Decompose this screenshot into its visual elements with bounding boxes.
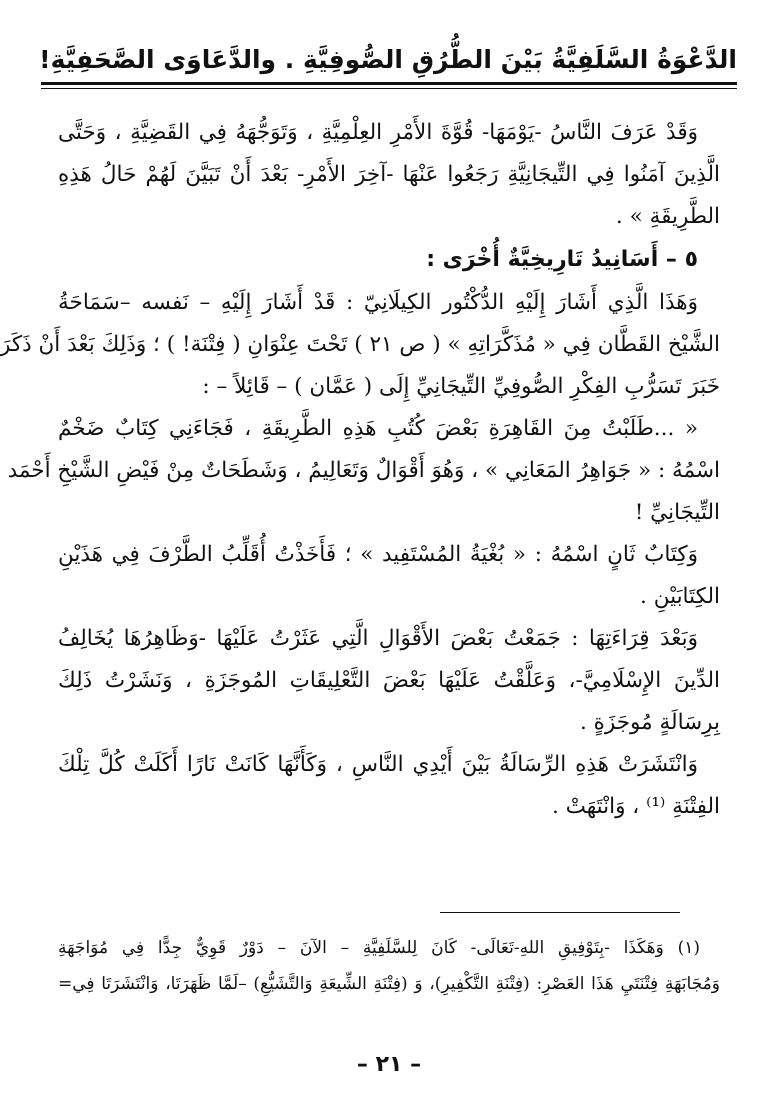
header-rule-thick (41, 82, 737, 85)
section-heading: ٥ – أَسَانِيدُ تَارِيخِيَّةٌ أُخْرَى : (426, 247, 698, 272)
quote-line: وَبَعْدَ قِرَاءَتِهَا : جَمَعْتُ بَعْضَ الأَقْوَالِ الَّتِي عَثَرْتُ عَلَيْهَا -وَظَاهِرُهَا يُخَالِفُ (58, 626, 698, 651)
body-line: الَّذِينَ آمَنُوا فِي التِّيجَانِيَّةِ رَجَعُوا عَنْهَا -آخِرَ الأَمْرِ- بَعْدَ أَنْ تَبَيَّنَ لَهُمْ حَالُ هَذِهِ (58, 162, 720, 187)
quote-line: الدِّينَ الإِسْلَامِيَّ-، وَعَلَّقْتُ عَلَيْهَا بَعْضَ التَّعْلِيقَاتِ المُوجَزَةِ ، وَنَشَرْتُ ذَلِكَ (58, 668, 720, 693)
quote-line: الكِتَابَيْنِ . (640, 584, 720, 609)
footnote-line: وَمُجَابَهَةِ فِتْنَتَيِ هَذَا العَصْرِ: (فِتْنَةِ التَّكْفِيرِ)، وَ (فِتْنَةِ الشِّيعَةِ وَالتَّشَيُّعِ) –لَمَّا ظَهَرَتَا، وَانْتَشَرَتَا فِي= (58, 974, 720, 994)
body-line: الشَّيْخ القَطَّان فِي « مُذَكَّرَاتِهِ » ( ص ٢١ ) تَحْتَ عِنْوَانِ ( فِتْنَة! ) ؛ وَذَلِكَ بَعْدَ أَنْ ذَكَرَ (0, 332, 720, 357)
body-line: وَقَدْ عَرَفَ النَّاسُ -يَوْمَهَا- قُوَّةَ الأَمْرِ العِلْمِيَّةِ ، وَتَوَجُّهَهُ فِي القَضِيَّةِ ، وَحَتَّى (58, 120, 698, 145)
page-number: – ٢١ – (356, 1052, 422, 1077)
header-rule-thin (41, 88, 737, 89)
quote-line: « ...طَلَبْتُ مِنَ القَاهِرَةِ بَعْضَ كُتُبِ هَذِهِ الطَّرِيقَةِ ، فَجَاءَنِي كِتَابٌ ضَخْمٌ (58, 416, 698, 441)
quote-line: التِّيجَانِيِّ ! (634, 500, 720, 525)
page-body (0, 112, 720, 828)
footnote-separator (440, 912, 680, 913)
body-line: الطَّرِيقَةِ » . (615, 204, 720, 229)
footnote-line: (١) وَهَكَذَا -بِتَوْفِيقِ اللهِ-تَعَالَى- كَانَ لِلسَّلَفِيَّةِ – الآنَ – دَوْرٌ قَوِيٌّ جِدًّا فِي مُوَاجَهَةِ (58, 938, 700, 958)
quote-line: وَكِتَابٌ ثَانٍ اسْمُهُ : « بُغْيَةُ المُسْتَفِيد » ؛ فَأَخَذْتُ أُقَلِّبُ الطَّرْفَ فِي هَذَيْنِ (58, 542, 698, 567)
quote-line: اسْمُهُ : « جَوَاهِرُ المَعَانِي » ، وَهُوَ أَقْوَالٌ وَتَعَالِيمُ ، وَشَطَحَاتٌ مِنْ فَيْضِ الشَّيْخِ أَحْمَد (7, 458, 720, 483)
quote-line: الفِتْنَةِ ⁽¹⁾ ، وَانْتَهَتْ . (551, 794, 720, 819)
quote-line: وَانْتَشَرَتْ هَذِهِ الرِّسَالَةُ بَيْنَ أَيْدِي النَّاسِ ، وَكَأَنَّهَا كَانَتْ نَارًا أَكَلَتْ كُلَّ تِلْكَ (58, 752, 698, 777)
quote-line: بِرِسَالَةٍ مُوجَزَةٍ . (579, 710, 720, 735)
body-line: خَبَرَ تَسَرُّبِ الفِكْرِ الصُّوفِيِّ التِّيجَانِيِّ إِلَى ( عَمَّان ) – قَائِلاً – : (202, 374, 720, 399)
running-header: الدَّعْوَةُ السَّلَفِيَّةُ بَيْنَ الطُّرُقِ الصُّوفِيَّةِ . والدَّعَاوَى الصَّحَفِيَّةِ! (39, 45, 737, 74)
body-line: وَهَذَا الَّذِي أَشَارَ إِلَيْهِ الدُّكْتُور الكِيلَانِيّ : قَدْ أَشَارَ إِلَيْهِ – نَفسه –سَمَاحَةُ (58, 290, 698, 315)
footnotes (58, 930, 720, 1002)
